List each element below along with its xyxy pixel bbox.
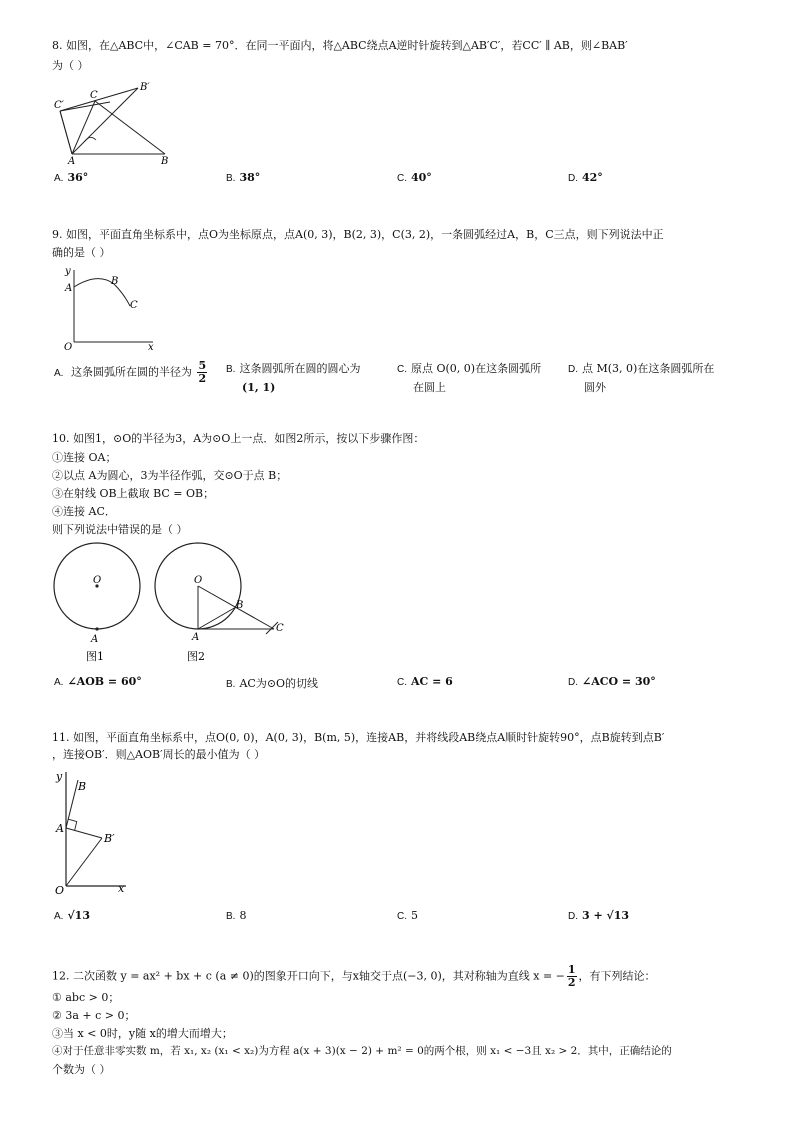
q10-step-4: ④连接 AC． <box>52 505 116 518</box>
q10-option-c[interactable]: C. AC = 6 <box>397 675 453 688</box>
q11-stem-line1: 11. 如图，平面直角坐标系中，点O(0, 0)，A(0, 3)，B(m, 5)，连接AB，并将线段AB绕点A顺时针旋转90°，点B旋转到点B′ <box>52 731 665 744</box>
q9-label-x: x <box>148 342 154 353</box>
q8-stem-line2: 为（ ） <box>52 59 89 72</box>
q12-stem: 12. 二次函数 y = ax² + bx + c (a ≠ 0)的图象开口向下，与x轴交于点(−3, 0)，其对称轴为直线 x = − $\frac{1}{2}$ ，有下列结论： <box>52 963 656 990</box>
q9-stem-line1: 9. 如图，平面直角坐标系中，点O为坐标原点，点A(0, 3)，B(2, 3)，C(3, 2)，一条圆弧经过A，B，C三点，则下列说法中正 <box>52 228 664 241</box>
q9-option-b[interactable]: B. 这条圆弧所在圆的圆心为 (1, 1) <box>226 362 361 394</box>
q11-option-d[interactable]: D. 3 + √13 <box>568 909 630 922</box>
q12-ask: 个数为（ ） <box>52 1063 111 1076</box>
q10-fig2-label-o: O <box>194 575 203 586</box>
q9-option-d[interactable]: D. 点 M(3, 0)在这条圆弧所在 圆外 <box>568 362 715 394</box>
q10-fig2-label-c: C <box>276 623 284 634</box>
q10-option-a[interactable]: A. ∠AOB = 60° <box>54 675 142 688</box>
q10-fig2-label-a: A <box>192 632 200 643</box>
q8-label-b: B <box>161 156 169 167</box>
q10-option-d[interactable]: D. ∠ACO = 30° <box>568 675 656 688</box>
q11-option-a[interactable]: A. √13 <box>54 909 90 922</box>
q9-label-y: y <box>65 266 71 277</box>
q12-fraction: $\frac{1}{2}$ <box>567 963 576 990</box>
q9-label-a: A <box>65 283 73 294</box>
q10-fig1-label-a: A <box>91 634 99 645</box>
q11-option-b[interactable]: B. 8 <box>226 909 247 922</box>
q10-step-3: ③在射线 OB上截取 BC = OB； <box>52 487 215 500</box>
q8-stem-line1: 8. 如图，在△ABC中，∠CAB = 70°．在同一平面内，将△ABC绕点A逆时针旋转到△AB′C′，若CC′ ∥ AB，则∠BAB′ <box>52 39 628 52</box>
q10-stem: 10. 如图1，⊙O的半径为3，A为⊙O上一点．如图2所示，按以下步骤作图： <box>52 432 425 445</box>
q9-option-c[interactable]: C. 原点 O(0, 0)在这条圆弧所 在圆上 <box>397 362 542 394</box>
q8-label-c: C <box>90 90 98 101</box>
q8-label-b1: B′ <box>140 82 150 93</box>
q10-fig2-label-b: B <box>236 600 244 611</box>
q8-option-c[interactable]: C. 40° <box>397 171 432 184</box>
q11-label-b1: B′ <box>104 832 115 845</box>
q11-label-o: O <box>55 884 65 897</box>
q11-stem-line2: ，连接OB′．则△AOB′周长的最小值为（ ） <box>52 748 266 761</box>
q9-stem-line2: 确的是（ ） <box>52 246 111 259</box>
q10-fig1-caption: 图1 <box>86 650 104 663</box>
q10-fig1-label-o: O <box>93 575 102 586</box>
q8-figure <box>50 82 180 167</box>
q11-option-c[interactable]: C. 5 <box>397 909 418 922</box>
q9-label-c: C <box>130 300 138 311</box>
q9-label-o: O <box>64 342 73 353</box>
q12-item-2: ② 3a + c > 0； <box>52 1009 136 1022</box>
q11-label-b: B <box>78 780 87 793</box>
q9-label-b: B <box>111 276 119 287</box>
q8-label-a: A <box>68 156 76 167</box>
q8-option-b[interactable]: B. 38° <box>226 171 261 184</box>
q8-option-a[interactable]: A. 36° <box>54 171 89 184</box>
q9-option-a[interactable]: A. 这条圆弧所在圆的半径为 $\frac{5}{2}$ <box>54 359 207 386</box>
q12-item-3: ③当 x < 0时，y随 x的增大而增大； <box>52 1027 233 1040</box>
q10-fig2-caption: 图2 <box>187 650 205 663</box>
q12-item-1: ① abc > 0； <box>52 991 120 1004</box>
q8-label-c1: C′ <box>54 100 64 111</box>
q11-figure <box>52 768 132 896</box>
q8-option-d[interactable]: D. 42° <box>568 171 603 184</box>
q9-fraction: $\frac{5}{2}$ <box>198 359 207 386</box>
q10-step-1: ①连接 OA； <box>52 451 117 464</box>
q12-item-4: ④对于任意非零实数 m，若 x₁, x₂ (x₁ < x₂)为方程 a(x + 3)(x − 2) + m² = 0的两个根，则 x₁ < −3且 x₂ > 2．其中，正确结论的 <box>52 1045 672 1057</box>
q11-label-y: y <box>56 770 63 783</box>
q11-label-x: x <box>118 882 125 895</box>
q10-step-2: ②以点 A为圆心，3为半径作弧，交⊙O于点 B； <box>52 469 288 482</box>
q10-figures <box>50 540 310 665</box>
q10-option-b[interactable]: B. AC为⊙O的切线 <box>226 677 319 690</box>
q9-figure <box>58 264 158 352</box>
q10-ask: 则下列说法中错误的是（ ） <box>52 523 188 536</box>
q11-label-a: A <box>56 822 64 835</box>
